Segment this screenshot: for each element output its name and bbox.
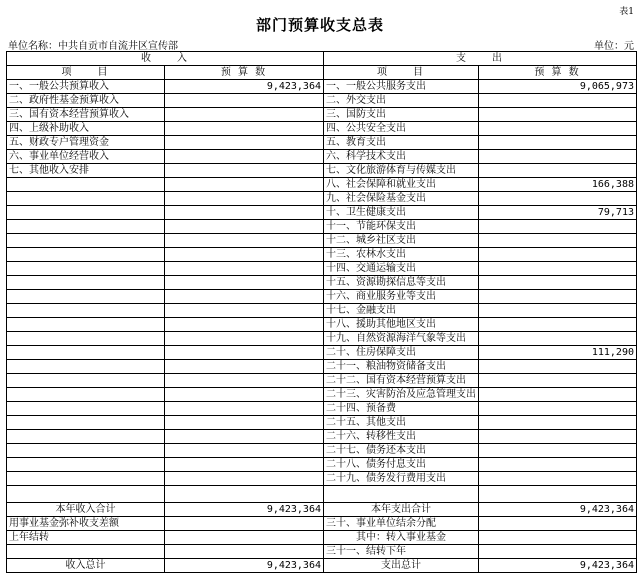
income-amount [165, 94, 324, 108]
income-amount [165, 360, 324, 374]
expense-item: 十一、节能环保支出 [324, 220, 479, 234]
expense-amount [479, 472, 637, 486]
expense-amount [479, 276, 637, 290]
expense-amount [479, 332, 637, 346]
expense-amount [479, 416, 637, 430]
carryover-row [7, 531, 637, 545]
expense-item: 一、一般公共服务支出 [324, 80, 479, 94]
table-row [7, 458, 637, 472]
expense-item: 二十三、灾害防治及应急管理支出 [324, 388, 479, 402]
income-amount [165, 276, 324, 290]
income-amount [165, 178, 324, 192]
expense-amount [479, 531, 637, 545]
expense-amount [479, 545, 637, 559]
table-row [7, 234, 637, 248]
currency-unit: 单位：元 [594, 41, 634, 52]
budget-table [6, 51, 637, 573]
expense-item: 三、国防支出 [324, 108, 479, 122]
income-amount [165, 290, 324, 304]
income-amount [165, 430, 324, 444]
expense-item: 二十六、转移性支出 [324, 430, 479, 444]
expense-item: 十二、城乡社区支出 [324, 234, 479, 248]
income-item [7, 545, 165, 559]
expense-item: 十六、商业服务业等支出 [324, 290, 479, 304]
income-amount [165, 346, 324, 360]
unit-name: 单位名称：中共自贡市自流井区宣传部 [8, 41, 178, 52]
expense-amount [479, 458, 637, 472]
table-row [7, 150, 637, 164]
table-row [7, 346, 637, 360]
income-amount [165, 206, 324, 220]
income-item [7, 388, 165, 402]
income-amount [165, 332, 324, 346]
income-amount: 9,423,364 [165, 80, 324, 94]
table-row [7, 206, 637, 220]
form-number: 表1 [619, 7, 634, 17]
income-amount [165, 248, 324, 262]
grand-total-row [7, 559, 637, 573]
income-amount [165, 416, 324, 430]
expense-item: 九、社会保险基金支出 [324, 192, 479, 206]
expense-item: 二、外交支出 [324, 94, 479, 108]
income-amount [165, 458, 324, 472]
table-row [7, 192, 637, 206]
income-item: 用事业基金弥补收支差额 [7, 517, 165, 531]
income-amount [165, 108, 324, 122]
expense-amount: 111,290 [479, 346, 637, 360]
income-item [7, 416, 165, 430]
expense-amount: 9,423,364 [479, 503, 637, 517]
expense-item [324, 486, 479, 503]
income-amount [165, 517, 324, 531]
income-item: 上年结转 [7, 531, 165, 545]
expense-item: 二十八、债务付息支出 [324, 458, 479, 472]
income-item [7, 402, 165, 416]
income-amount [165, 388, 324, 402]
expense-item: 十七、金融支出 [324, 304, 479, 318]
expense-amount [479, 94, 637, 108]
table-row [7, 178, 637, 192]
income-amount [165, 531, 324, 545]
income-amount [165, 234, 324, 248]
income-item: 三、国有资本经营预算收入 [7, 108, 165, 122]
income-item [7, 472, 165, 486]
year-total-row [7, 503, 637, 517]
expense-amount [479, 248, 637, 262]
expense-amount: 166,388 [479, 178, 637, 192]
expense-item: 三十、事业单位结余分配 [324, 517, 479, 531]
expense-amount [479, 220, 637, 234]
expense-amount [479, 402, 637, 416]
income-item: 二、政府性基金预算收入 [7, 94, 165, 108]
table-row [7, 444, 637, 458]
expense-amount [479, 122, 637, 136]
expense-item: 十九、自然资源海洋气象等支出 [324, 332, 479, 346]
income-item [7, 178, 165, 192]
expense-item: 二十九、债务发行费用支出 [324, 472, 479, 486]
expense-item: 十五、资源勘探信息等支出 [324, 276, 479, 290]
table-row [7, 80, 637, 94]
table-row [7, 360, 637, 374]
income-amount [165, 545, 324, 559]
income-item [7, 374, 165, 388]
table-row [7, 416, 637, 430]
expense-item: 六、科学技术支出 [324, 150, 479, 164]
income-amount [165, 136, 324, 150]
income-item [7, 360, 165, 374]
expense-amount-header: 预 算 数 [479, 66, 637, 80]
income-amount [165, 192, 324, 206]
expense-amount [479, 164, 637, 178]
income-amount [165, 486, 324, 503]
table-row [7, 402, 637, 416]
income-item [7, 276, 165, 290]
table-row [7, 374, 637, 388]
column-header-row [7, 66, 637, 80]
expense-item: 四、公共安全支出 [324, 122, 479, 136]
income-amount [165, 164, 324, 178]
table-row [7, 276, 637, 290]
surplus-row [7, 517, 637, 531]
expense-header: 支 出 [324, 52, 637, 66]
income-amount [165, 150, 324, 164]
income-item [7, 486, 165, 503]
expense-amount [479, 318, 637, 332]
expense-item: 本年支出合计 [324, 503, 479, 517]
income-item [7, 458, 165, 472]
income-item [7, 192, 165, 206]
income-amount [165, 262, 324, 276]
expense-amount: 9,065,973 [479, 80, 637, 94]
table-row [7, 164, 637, 178]
expense-amount [479, 388, 637, 402]
income-item: 五、财政专户管理资金 [7, 136, 165, 150]
table-row [7, 290, 637, 304]
income-amount [165, 374, 324, 388]
income-amount: 9,423,364 [165, 503, 324, 517]
expense-item: 十八、援助其他地区支出 [324, 318, 479, 332]
table-row [7, 388, 637, 402]
expense-item: 二十五、其他支出 [324, 416, 479, 430]
expense-item: 其中：转入事业基金 [324, 531, 479, 545]
income-item [7, 234, 165, 248]
income-item [7, 304, 165, 318]
expense-amount [479, 374, 637, 388]
income-item [7, 290, 165, 304]
income-amount-header: 预 算 数 [165, 66, 324, 80]
blank-row [7, 486, 637, 503]
income-item-header: 项 目 [7, 66, 165, 80]
expense-item: 支出总计 [324, 559, 479, 573]
income-item [7, 444, 165, 458]
expense-amount [479, 234, 637, 248]
income-amount: 9,423,364 [165, 559, 324, 573]
expense-amount [479, 136, 637, 150]
expense-item: 七、文化旅游体育与传媒支出 [324, 164, 479, 178]
income-item [7, 262, 165, 276]
table-row [7, 122, 637, 136]
expense-amount: 9,423,364 [479, 559, 637, 573]
table-row [7, 332, 637, 346]
expense-item: 二十、住房保障支出 [324, 346, 479, 360]
table-row [7, 318, 637, 332]
expense-amount [479, 108, 637, 122]
expense-item-header: 项 目 [324, 66, 479, 80]
income-item [7, 206, 165, 220]
expense-item: 二十一、粮油物资储备支出 [324, 360, 479, 374]
expense-amount [479, 360, 637, 374]
table-row [7, 472, 637, 486]
income-item: 四、上级补助收入 [7, 122, 165, 136]
table-row [7, 248, 637, 262]
expense-amount [479, 150, 637, 164]
table-row [7, 220, 637, 234]
income-amount [165, 402, 324, 416]
expense-amount [479, 486, 637, 503]
expense-amount [479, 430, 637, 444]
expense-item: 十三、农林水支出 [324, 248, 479, 262]
expense-item: 八、社会保障和就业支出 [324, 178, 479, 192]
expense-item: 十四、交通运输支出 [324, 262, 479, 276]
table-row [7, 262, 637, 276]
table-row [7, 304, 637, 318]
expense-item: 二十二、国有资本经营预算支出 [324, 374, 479, 388]
expense-amount [479, 262, 637, 276]
expense-item: 三十一、结转下年 [324, 545, 479, 559]
table-row [7, 94, 637, 108]
income-amount [165, 444, 324, 458]
carry-forward-row [7, 545, 637, 559]
expense-amount: 79,713 [479, 206, 637, 220]
income-item [7, 220, 165, 234]
section-header-row [7, 52, 637, 66]
income-item [7, 430, 165, 444]
income-item: 本年收入合计 [7, 503, 165, 517]
income-amount [165, 318, 324, 332]
income-header: 收 入 [7, 52, 324, 66]
page-title: 部门预算收支总表 [255, 16, 384, 34]
table-row [7, 136, 637, 150]
expense-item: 十、卫生健康支出 [324, 206, 479, 220]
budget-table-body [7, 52, 637, 573]
income-item: 七、其他收入安排 [7, 164, 165, 178]
expense-amount [479, 304, 637, 318]
expense-amount [479, 290, 637, 304]
income-amount [165, 304, 324, 318]
income-item [7, 318, 165, 332]
expense-item: 二十七、债务还本支出 [324, 444, 479, 458]
income-amount [165, 220, 324, 234]
income-amount [165, 472, 324, 486]
income-amount [165, 122, 324, 136]
table-row [7, 430, 637, 444]
expense-amount [479, 444, 637, 458]
income-item: 一、一般公共预算收入 [7, 80, 165, 94]
expense-amount [479, 192, 637, 206]
income-item [7, 248, 165, 262]
table-row [7, 108, 637, 122]
income-item: 收入总计 [7, 559, 165, 573]
expense-amount [479, 517, 637, 531]
expense-item: 五、教育支出 [324, 136, 479, 150]
income-item [7, 332, 165, 346]
expense-item: 二十四、预备费 [324, 402, 479, 416]
income-item: 六、事业单位经营收入 [7, 150, 165, 164]
income-item [7, 346, 165, 360]
